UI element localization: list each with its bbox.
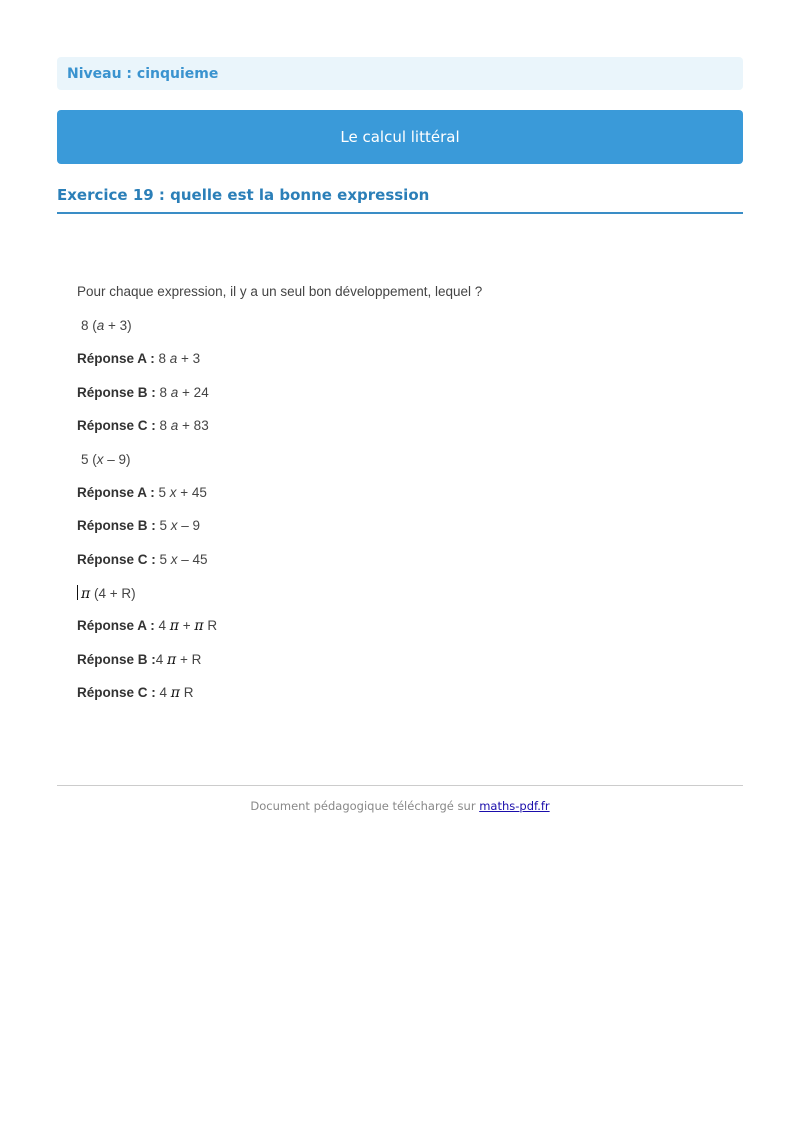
pi-symbol: π	[170, 685, 180, 701]
question-text: Pour chaque expression, il y a un seul bon développement, lequel ?	[77, 284, 483, 299]
answer-label: Réponse B :	[77, 652, 156, 667]
answer-2b	[77, 518, 200, 533]
answer-text: R	[203, 618, 218, 633]
expression-text: – 9)	[103, 452, 131, 467]
answer-text: 8	[154, 351, 170, 366]
answer-text: +	[178, 618, 195, 633]
exercise-title: Exercice 19 : quelle est la bonne expression	[57, 186, 430, 204]
answer-text: 4	[154, 618, 170, 633]
expression-2	[81, 452, 131, 467]
answer-text: – 9	[177, 518, 201, 533]
answer-1a	[77, 351, 200, 366]
answer-text: + 45	[176, 485, 207, 500]
footer-link[interactable]: maths-pdf.fr	[479, 799, 550, 813]
answer-text: 5	[155, 552, 171, 567]
answer-text: + R	[176, 652, 202, 667]
answer-text: 5	[154, 485, 170, 500]
chapter-title: Le calcul littéral	[340, 128, 460, 146]
answer-3a	[77, 618, 217, 634]
chapter-banner	[57, 110, 743, 164]
answer-2a	[77, 485, 207, 500]
answer-label: Réponse C :	[77, 418, 156, 433]
answer-1b	[77, 385, 209, 400]
answer-text: + 3	[177, 351, 201, 366]
variable-x: x	[170, 518, 178, 533]
pi-symbol: π	[194, 618, 204, 634]
expression-text: + 3)	[104, 318, 132, 333]
expression-1	[81, 318, 132, 333]
answer-label: Réponse B :	[77, 385, 156, 400]
variable-a: a	[170, 385, 179, 400]
level-banner	[57, 57, 743, 90]
expression-text: 5 (	[81, 452, 97, 467]
answer-text: 4	[155, 685, 171, 700]
variable-x: x	[169, 485, 177, 500]
answer-label: Réponse A :	[77, 485, 155, 500]
answer-1c	[77, 418, 209, 433]
text-cursor	[77, 585, 78, 600]
pi-symbol: π	[167, 652, 177, 668]
answer-text: 8	[155, 385, 171, 400]
answer-text: R	[179, 685, 194, 700]
expression-3	[77, 585, 136, 602]
exercise-title-underline	[57, 212, 743, 214]
answer-label: Réponse A :	[77, 618, 155, 633]
answer-3b	[77, 652, 201, 668]
variable-x: x	[96, 452, 104, 467]
answer-text: – 45	[177, 552, 208, 567]
answer-3c	[77, 685, 193, 701]
answer-text: 4	[155, 652, 168, 667]
footer	[57, 799, 743, 813]
answer-label: Réponse C :	[77, 552, 156, 567]
answer-label: Réponse B :	[77, 518, 156, 533]
expression-text: 8 (	[81, 318, 97, 333]
pi-symbol: π	[81, 586, 91, 602]
answer-text: + 24	[178, 385, 209, 400]
footer-text: Document pédagogique téléchargé sur	[250, 799, 480, 813]
answer-text: 5	[155, 518, 171, 533]
variable-a: a	[170, 418, 179, 433]
variable-a: a	[169, 351, 178, 366]
answer-text: 8	[155, 418, 171, 433]
expression-text: (4 + R)	[90, 586, 136, 601]
level-label: Niveau : cinquieme	[67, 65, 219, 82]
variable-x: x	[170, 552, 178, 567]
footer-divider	[57, 785, 743, 786]
answer-2c	[77, 552, 208, 567]
answer-label: Réponse C :	[77, 685, 156, 700]
answer-label: Réponse A :	[77, 351, 155, 366]
answer-text: + 83	[178, 418, 209, 433]
pi-symbol: π	[169, 618, 179, 634]
variable-a: a	[96, 318, 105, 333]
